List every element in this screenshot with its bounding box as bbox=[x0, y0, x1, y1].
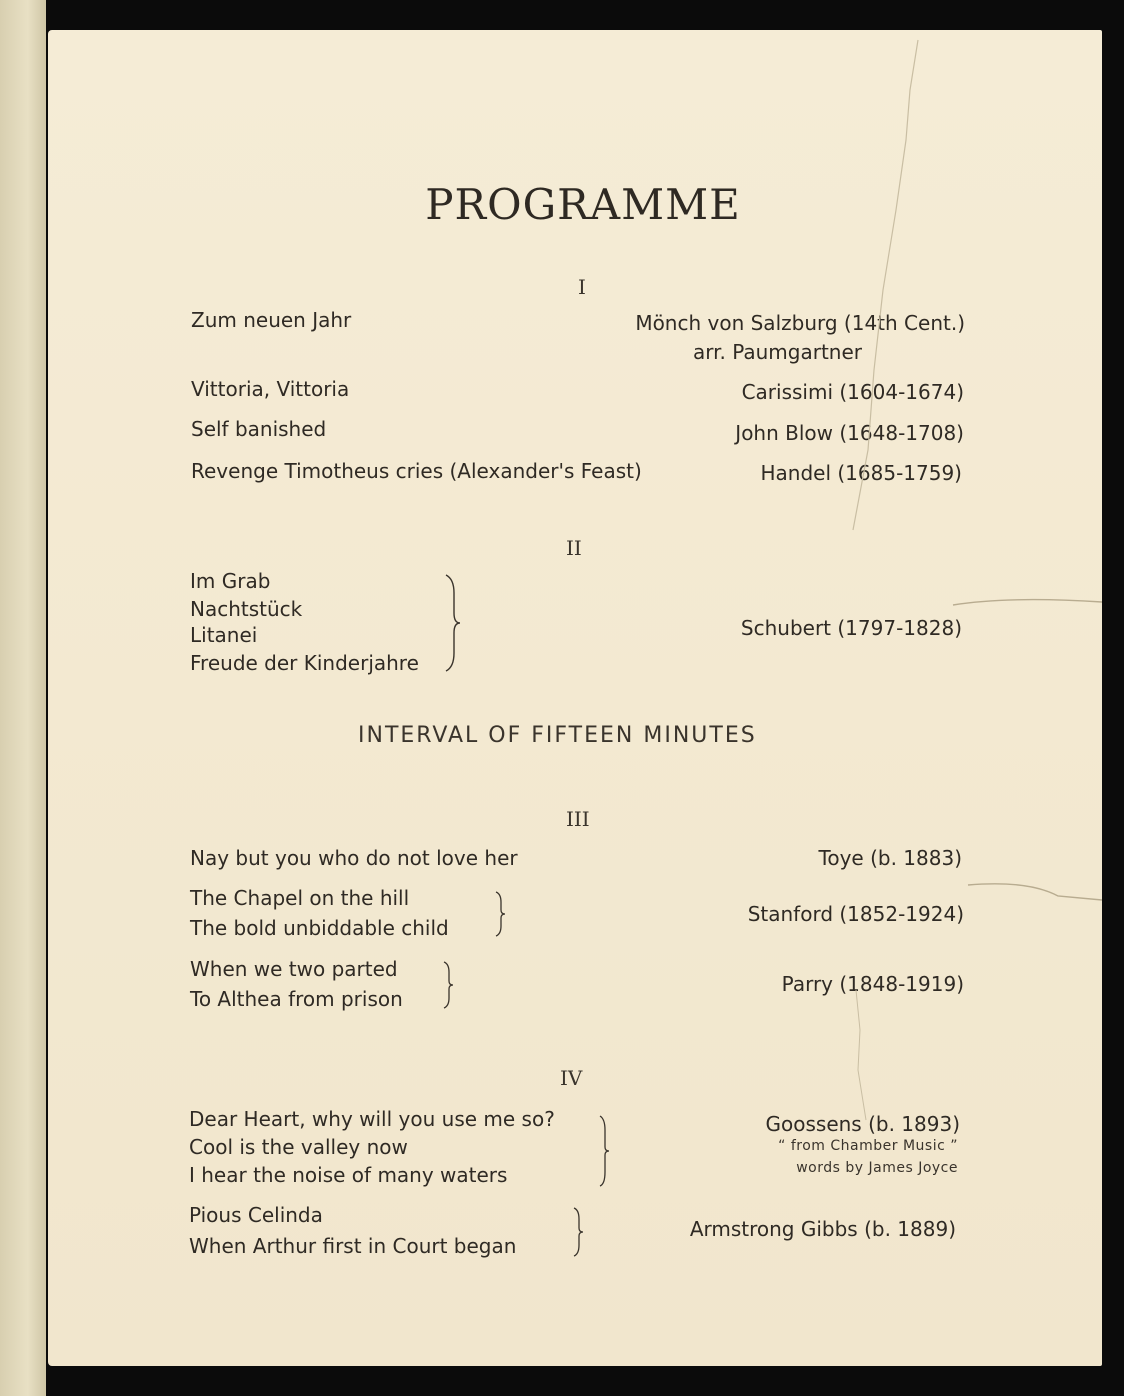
goossens-note-chamber-music: “ from Chamber Music ” bbox=[778, 1138, 958, 1154]
work-cool-is-the-valley: Cool is the valley now bbox=[189, 1135, 408, 1159]
composer-handel: Handel (1685-1759) bbox=[760, 461, 962, 485]
brace-goossens bbox=[598, 1114, 612, 1188]
interval-notice: INTERVAL OF FIFTEEN MINUTES bbox=[358, 723, 757, 748]
composer-blow: John Blow (1648-1708) bbox=[735, 421, 964, 445]
work-im-grab: Im Grab bbox=[190, 569, 271, 593]
work-self-banished: Self banished bbox=[191, 417, 327, 441]
work-nachtstuck: Nachtstück bbox=[190, 597, 303, 621]
composer-carissimi: Carissimi (1604-1674) bbox=[741, 380, 964, 404]
work-pious-celinda: Pious Celinda bbox=[189, 1203, 323, 1227]
composer-goossens: Goossens (b. 1893) bbox=[765, 1112, 960, 1136]
composer-schubert: Schubert (1797-1828) bbox=[740, 616, 962, 640]
composer-armstrong-gibbs: Armstrong Gibbs (b. 1889) bbox=[689, 1217, 956, 1241]
work-when-arthur-first: When Arthur first in Court began bbox=[189, 1234, 517, 1258]
section-iv-numeral: IV bbox=[560, 1066, 583, 1090]
arranger-note: arr. Paumgartner bbox=[692, 340, 862, 364]
brace-stanford bbox=[494, 890, 508, 938]
work-to-althea-from-prison: To Althea from prison bbox=[190, 987, 403, 1011]
work-litanei: Litanei bbox=[190, 623, 258, 647]
composer-parry: Parry (1848-1919) bbox=[781, 972, 964, 996]
composer-toye: Toye (b. 1883) bbox=[818, 846, 962, 870]
work-nay-but-you: Nay but you who do not love her bbox=[190, 846, 518, 870]
work-zum-neuen-jahr: Zum neuen Jahr bbox=[191, 308, 352, 332]
booklet-spine bbox=[0, 0, 46, 1396]
work-when-we-two-parted: When we two parted bbox=[190, 957, 398, 981]
work-revenge-timotheus: Revenge Timotheus cries (Alexander's Feast) bbox=[191, 459, 642, 483]
work-bold-unbiddable-child: The bold unbiddable child bbox=[190, 916, 449, 940]
section-iii-numeral: III bbox=[566, 807, 590, 831]
goossens-note-james-joyce: words by James Joyce bbox=[796, 1160, 958, 1176]
programme-page bbox=[48, 30, 1102, 1366]
work-vittoria: Vittoria, Vittoria bbox=[191, 377, 350, 401]
composer-monch: Mönch von Salzburg (14th Cent.) bbox=[635, 311, 965, 335]
brace-parry bbox=[442, 960, 456, 1010]
brace-armstrong-gibbs bbox=[572, 1206, 586, 1258]
work-noise-of-many-waters: I hear the noise of many waters bbox=[189, 1163, 508, 1187]
page-title: PROGRAMME bbox=[425, 180, 741, 229]
work-freude-der-kinderjahre: Freude der Kinderjahre bbox=[190, 651, 419, 675]
work-chapel-on-the-hill: The Chapel on the hill bbox=[190, 886, 410, 910]
section-i-numeral: I bbox=[578, 275, 586, 299]
work-dear-heart: Dear Heart, why will you use me so? bbox=[189, 1107, 555, 1131]
section-ii-numeral: II bbox=[566, 536, 582, 560]
brace-schubert bbox=[444, 573, 464, 673]
composer-stanford: Stanford (1852-1924) bbox=[747, 902, 964, 926]
